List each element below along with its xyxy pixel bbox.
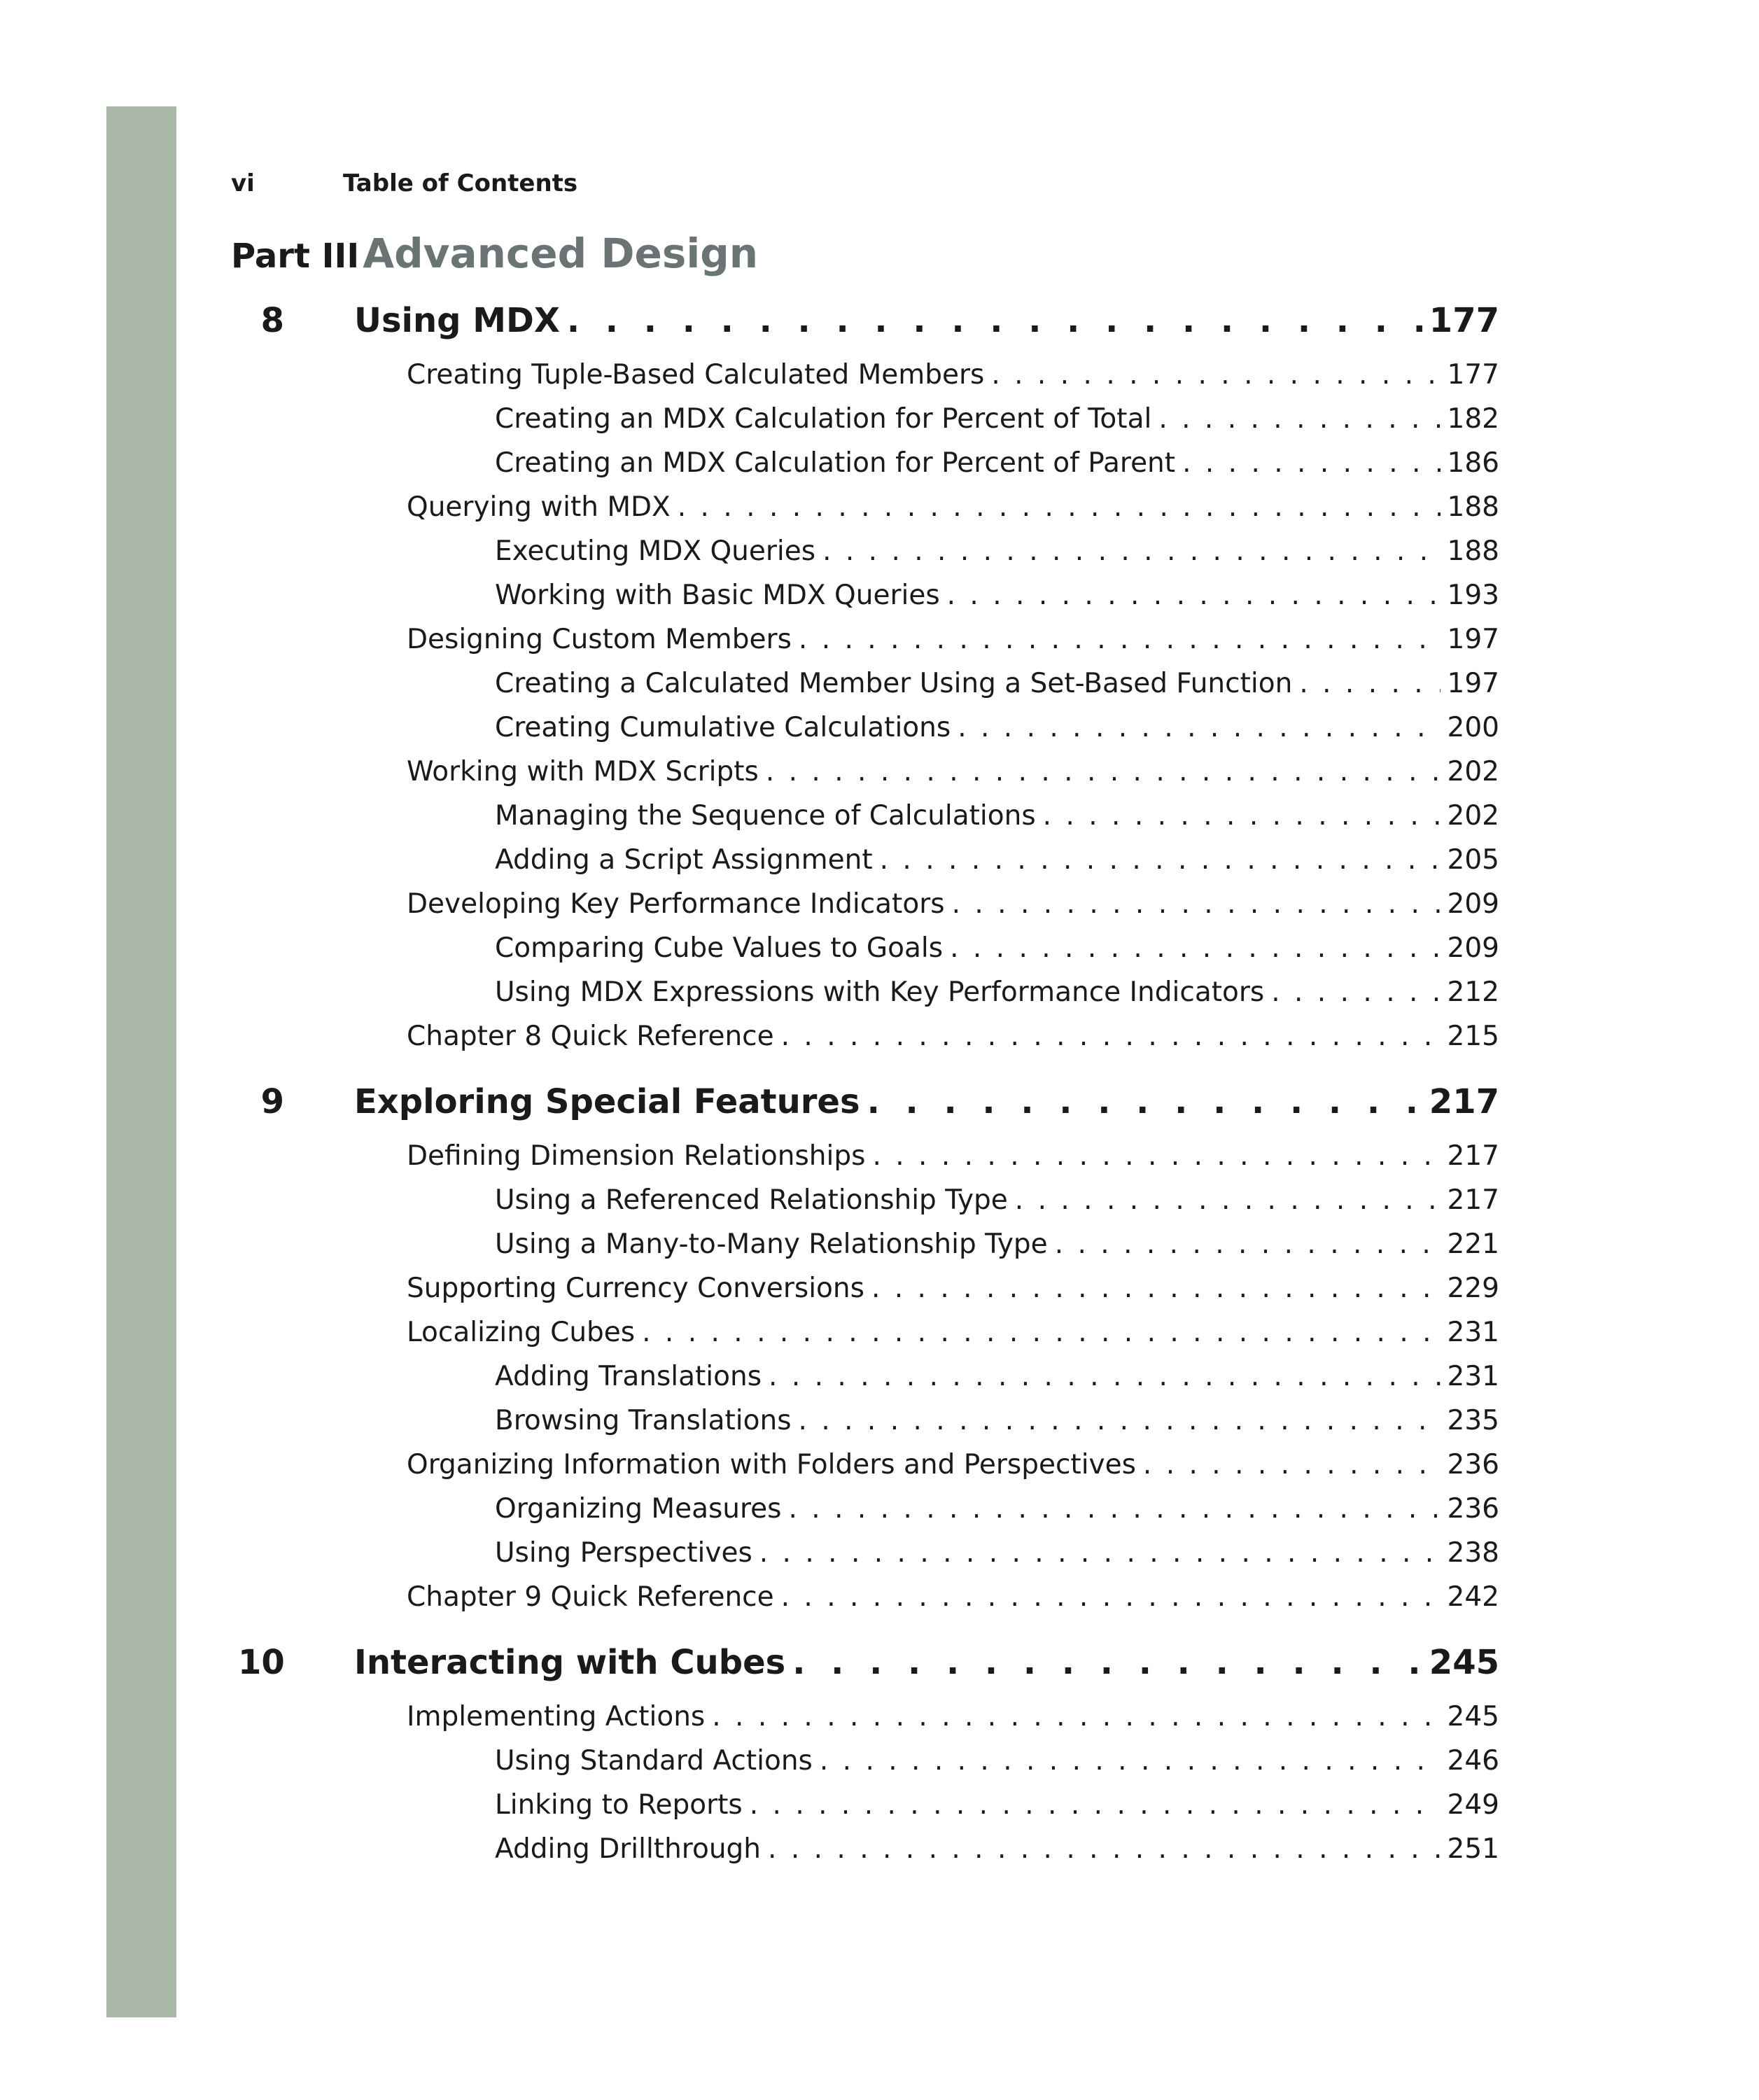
entry-title: Creating an MDX Calculation for Percent of Total	[495, 403, 1152, 435]
dot-leader	[799, 1399, 1441, 1443]
dot-leader	[712, 1695, 1440, 1739]
entry-page-number: 188	[1447, 536, 1499, 567]
chapter-title: Exploring Special Features	[354, 1082, 860, 1121]
entry-page-number: 200	[1447, 712, 1499, 743]
dot-leader	[1143, 1443, 1441, 1487]
entry-title: Using a Referenced Relationship Type	[495, 1184, 1008, 1216]
chapter-heading[interactable]	[238, 1074, 1499, 1130]
toc-subentry[interactable]	[495, 706, 1499, 750]
toc-subentry[interactable]	[495, 1355, 1499, 1399]
toc-entry[interactable]	[407, 1576, 1499, 1619]
dot-leader	[792, 1634, 1422, 1690]
dot-leader	[759, 1532, 1441, 1575]
toc-subentry[interactable]	[495, 794, 1499, 838]
dot-leader	[820, 1740, 1441, 1783]
toc-entry[interactable]	[407, 1311, 1499, 1354]
dot-leader	[1015, 1179, 1441, 1222]
entry-title: Organizing Information with Folders and Perspectives	[407, 1449, 1136, 1480]
entry-page-number: 236	[1447, 1449, 1499, 1480]
entry-title: Browsing Translations	[495, 1405, 792, 1436]
entry-title: Working with Basic MDX Queries	[495, 580, 940, 611]
dot-leader	[871, 1267, 1441, 1310]
part-title: Advanced Design	[363, 230, 759, 277]
entry-page-number: 246	[1447, 1745, 1499, 1777]
dot-leader	[867, 1074, 1422, 1130]
entry-title: Implementing Actions	[407, 1701, 706, 1732]
chapter-number: 10	[238, 1643, 285, 1682]
entry-title: Adding Translations	[495, 1361, 762, 1392]
entry-title: Developing Key Performance Indicators	[407, 888, 945, 920]
dot-leader	[880, 839, 1441, 882]
toc-subentry[interactable]	[495, 574, 1499, 617]
dot-leader	[750, 1784, 1441, 1827]
dot-leader	[1055, 1223, 1441, 1266]
chapter-title: Interacting with Cubes	[354, 1643, 786, 1682]
chapter-page-number: 177	[1429, 301, 1499, 340]
entry-title: Localizing Cubes	[407, 1317, 636, 1348]
toc-entry[interactable]	[407, 1267, 1499, 1310]
dot-leader	[766, 750, 1441, 794]
entry-page-number: 245	[1447, 1701, 1499, 1732]
toc-subentry[interactable]	[495, 1828, 1499, 1871]
toc-entry[interactable]	[407, 1695, 1499, 1739]
entry-page-number: 209	[1447, 888, 1499, 920]
entry-page-number: 177	[1447, 359, 1499, 391]
entry-page-number: 212	[1447, 976, 1499, 1008]
entry-title: Querying with MDX	[407, 491, 671, 523]
dot-leader	[1299, 662, 1440, 706]
entry-page-number: 209	[1447, 932, 1499, 964]
entry-title: Using Standard Actions	[495, 1745, 813, 1777]
toc-subentry[interactable]	[495, 1784, 1499, 1827]
entry-title: Using a Many-to-Many Relationship Type	[495, 1228, 1048, 1260]
entry-title: Supporting Currency Conversions	[407, 1273, 864, 1304]
toc-entry[interactable]	[407, 883, 1499, 926]
entry-title: Using Perspectives	[495, 1537, 752, 1569]
dot-leader	[781, 1015, 1441, 1058]
entry-page-number: 197	[1447, 668, 1499, 699]
toc-entry[interactable]	[407, 486, 1499, 529]
entry-page-number: 202	[1447, 756, 1499, 788]
entry-title: Creating Tuple-Based Calculated Members	[407, 359, 985, 391]
entry-title: Chapter 9 Quick Reference	[407, 1581, 774, 1613]
dot-leader	[1158, 398, 1440, 441]
toc-entry[interactable]	[407, 1015, 1499, 1058]
dot-leader	[789, 1488, 1441, 1531]
dot-leader	[1043, 794, 1441, 838]
dot-leader	[991, 354, 1440, 397]
dot-leader	[769, 1355, 1441, 1399]
toc-subentry[interactable]	[495, 971, 1499, 1014]
dot-leader	[958, 706, 1440, 750]
entry-page-number: 236	[1447, 1493, 1499, 1525]
dot-leader	[872, 1135, 1440, 1178]
chapter-number: 9	[260, 1082, 284, 1121]
toc-subentry[interactable]	[495, 1223, 1499, 1266]
entry-page-number: 188	[1447, 491, 1499, 523]
entry-title: Adding a Script Assignment	[495, 844, 873, 876]
toc-subentry[interactable]	[495, 398, 1499, 441]
dot-leader	[567, 293, 1422, 349]
dot-leader	[678, 486, 1441, 529]
chapter-page-number: 245	[1429, 1643, 1499, 1682]
toc-subentry[interactable]	[495, 1532, 1499, 1575]
dot-leader	[768, 1828, 1441, 1871]
page-folio: vi	[231, 169, 255, 197]
dot-leader	[950, 927, 1440, 970]
toc-subentry[interactable]	[495, 530, 1499, 573]
chapter-title: Using MDX	[354, 301, 560, 340]
entry-page-number: 229	[1447, 1273, 1499, 1304]
toc-subentry[interactable]	[495, 662, 1499, 706]
entry-title: Adding Drillthrough	[495, 1833, 762, 1865]
toc-subentry[interactable]	[495, 1488, 1499, 1531]
entry-title: Chapter 8 Quick Reference	[407, 1021, 774, 1052]
entry-page-number: 193	[1447, 580, 1499, 611]
entry-title: Executing MDX Queries	[495, 536, 816, 567]
entry-page-number: 186	[1447, 447, 1499, 479]
entry-page-number: 238	[1447, 1537, 1499, 1569]
entry-title: Creating an MDX Calculation for Percent of Parent	[495, 447, 1176, 479]
toc-entry[interactable]	[407, 1135, 1499, 1178]
entry-title: Comparing Cube Values to Goals	[495, 932, 944, 964]
toc-subentry[interactable]	[495, 1399, 1499, 1443]
dot-leader	[642, 1311, 1440, 1354]
entry-title: Managing the Sequence of Calculations	[495, 800, 1036, 832]
entry-title: Working with MDX Scripts	[407, 756, 759, 788]
entry-page-number: 217	[1447, 1184, 1499, 1216]
entry-page-number: 197	[1447, 624, 1499, 655]
entry-title: Creating a Calculated Member Using a Set-Based Function	[495, 668, 1293, 699]
toc-subentry[interactable]	[495, 927, 1499, 970]
toc-subentry[interactable]	[495, 1740, 1499, 1783]
dot-leader	[1271, 971, 1440, 1014]
entry-title: Defining Dimension Relationships	[407, 1140, 866, 1172]
dot-leader	[781, 1576, 1441, 1619]
entry-page-number: 231	[1447, 1317, 1499, 1348]
entry-page-number: 215	[1447, 1021, 1499, 1052]
entry-title: Using MDX Expressions with Key Performance Indicators	[495, 976, 1265, 1008]
toc-entry[interactable]	[407, 618, 1499, 662]
entry-page-number: 202	[1447, 800, 1499, 832]
toc-subentry[interactable]	[495, 1179, 1499, 1222]
chapter-heading[interactable]	[238, 293, 1499, 349]
side-tab-bar	[106, 106, 176, 2017]
running-head	[231, 168, 577, 199]
chapter-heading[interactable]	[238, 1634, 1499, 1690]
entry-title: Organizing Measures	[495, 1493, 782, 1525]
chapter-number: 8	[260, 301, 284, 340]
entry-page-number: 221	[1447, 1228, 1499, 1260]
toc-subentry[interactable]	[495, 839, 1499, 882]
toc-entry[interactable]	[407, 750, 1499, 794]
dot-leader	[1182, 442, 1440, 485]
dot-leader	[822, 530, 1440, 573]
dot-leader	[952, 883, 1441, 926]
toc-subentry[interactable]	[495, 442, 1499, 485]
toc-entry[interactable]	[407, 354, 1499, 397]
part-heading	[231, 225, 758, 292]
entry-page-number: 235	[1447, 1405, 1499, 1436]
entry-page-number: 231	[1447, 1361, 1499, 1392]
entry-page-number: 251	[1447, 1833, 1499, 1865]
toc-entry[interactable]	[407, 1443, 1499, 1487]
entry-page-number: 217	[1447, 1140, 1499, 1172]
part-label: Part III	[231, 237, 360, 276]
dot-leader	[799, 618, 1441, 662]
chapter-page-number: 217	[1429, 1082, 1499, 1121]
dot-leader	[947, 574, 1441, 617]
entry-title: Designing Custom Members	[407, 624, 792, 655]
entry-page-number: 249	[1447, 1789, 1499, 1821]
running-head-title: Table of Contents	[343, 169, 578, 197]
entry-page-number: 182	[1447, 403, 1499, 435]
entry-page-number: 242	[1447, 1581, 1499, 1613]
entry-title: Linking to Reports	[495, 1789, 743, 1821]
entry-page-number: 205	[1447, 844, 1499, 876]
entry-title: Creating Cumulative Calculations	[495, 712, 951, 743]
